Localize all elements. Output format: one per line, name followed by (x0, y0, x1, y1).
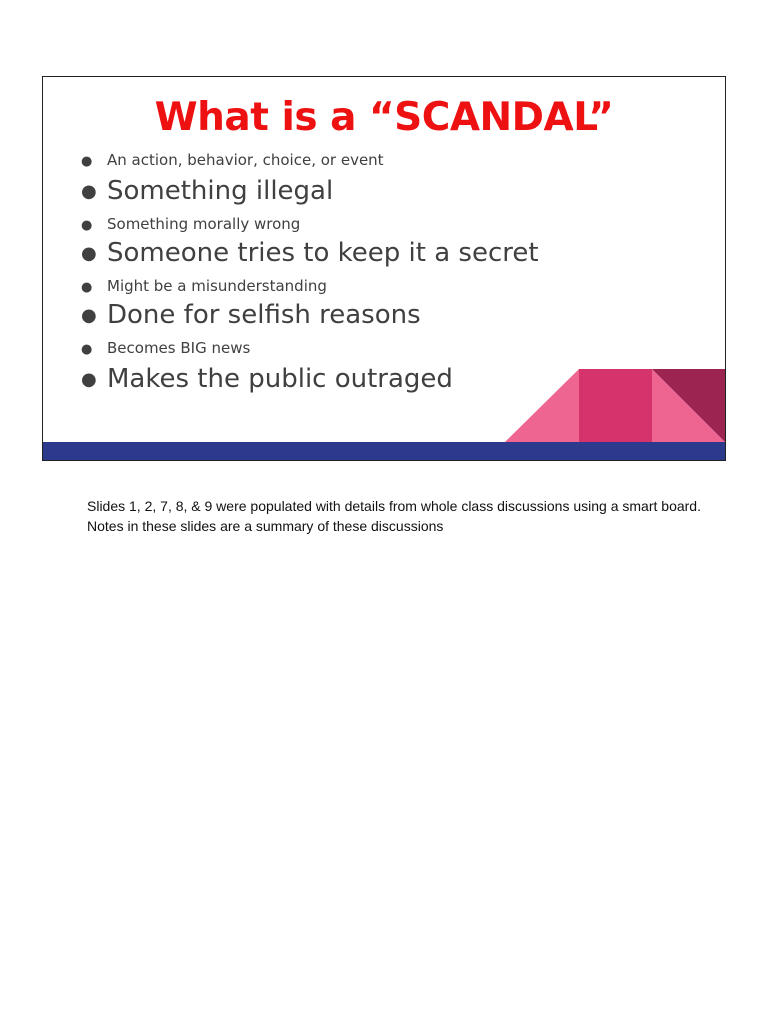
speaker-notes: Slides 1, 2, 7, 8, & 9 were populated with details from whole class discussions using a smart board. Notes in these slides are a summary of these discussions (87, 498, 701, 534)
bullet-dot-icon: ● (81, 369, 97, 390)
bullet-text: Something morally wrong (107, 215, 301, 233)
bullet-text: Becomes BIG news (107, 339, 251, 357)
bullet-text: Might be a misunderstanding (107, 277, 327, 295)
bullet-text: Something illegal (107, 176, 334, 206)
bullet-dot-icon: ● (81, 243, 97, 264)
bullet-text: Someone tries to keep it a secret (107, 238, 539, 268)
bullet-text: Makes the public outraged (107, 364, 453, 394)
decorative-triangles (43, 77, 725, 460)
slide-title: What is a “SCANDAL” (154, 95, 614, 140)
deco-light-triangle-left (505, 369, 579, 442)
deco-pink-block (579, 369, 652, 442)
bullet-dot-icon: ● (81, 154, 93, 169)
bullet-dot-icon: ● (81, 181, 97, 202)
bullet-text: An action, behavior, choice, or event (107, 151, 384, 169)
bullet-dot-icon: ● (81, 305, 97, 326)
footer-bar (43, 442, 725, 460)
bullet-dot-icon: ● (81, 342, 93, 357)
bullet-text: Done for selfish reasons (107, 300, 421, 330)
bullet-dot-icon: ● (81, 280, 93, 295)
bullet-dot-icon: ● (81, 218, 93, 233)
slide (42, 76, 726, 461)
